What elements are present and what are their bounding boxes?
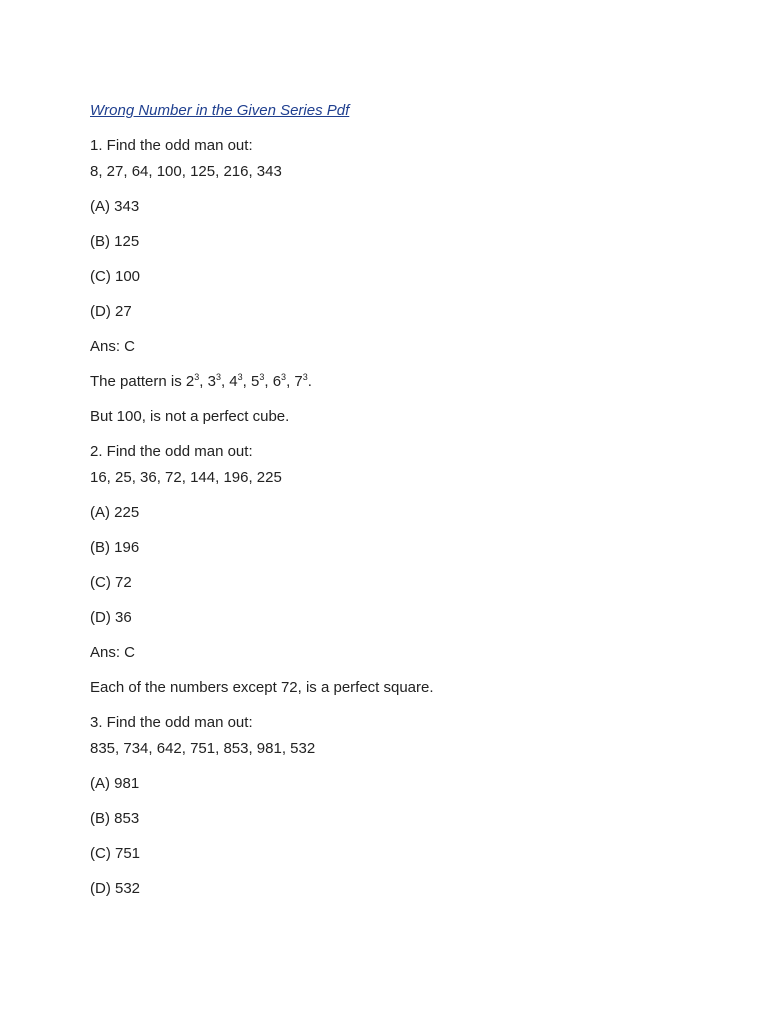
q1-answer: Ans: C [90,338,136,355]
q2-series: 16, 25, 36, 72, 144, 196, 225 [90,469,282,486]
q1-explanation-suffix: . [307,373,312,390]
q2-explanation: Each of the numbers except 72, is a perfect square. [90,679,434,696]
separator: , [199,373,208,390]
separator: , [220,373,230,390]
separator: , [286,373,295,390]
exponent: 3 [194,372,200,382]
q2-question: 2. Find the odd man out: [90,443,253,460]
exponent: 3 [302,372,308,382]
q2-answer: Ans: C [90,644,136,661]
base-2: 4 [229,373,238,390]
separator: , [264,373,273,390]
q1-option-d: (D) 27 [90,303,132,320]
q3-option-c: (C) 751 [90,845,141,862]
q1-question: 1. Find the odd man out: [90,137,253,154]
q2-option-a: (A) 225 [90,504,140,521]
q3-option-d: (D) 532 [90,880,141,897]
document-page [90,98,730,902]
exponent: 3 [259,372,265,382]
q2-option-d: (D) 36 [90,609,132,626]
base-0: 2 [185,373,195,390]
base-4: 6 [272,373,282,390]
q1-explanation-prefix: The pattern is [90,373,186,390]
q3-option-a: (A) 981 [90,775,140,792]
q2-option-c: (C) 72 [90,574,132,591]
base-1: 3 [207,373,216,390]
q1-series: 8, 27, 64, 100, 125, 216, 343 [90,163,282,180]
exponent: 3 [281,372,287,382]
q1-option-a: (A) 343 [90,198,140,215]
separator: , [242,373,251,390]
q3-question: 3. Find the odd man out: [90,714,253,731]
q3-option-b: (B) 853 [90,810,140,827]
base-3: 5 [251,373,260,390]
exponent: 3 [237,372,243,382]
q1-note: But 100, is not a perfect cube. [90,408,290,425]
q1-option-b: (B) 125 [90,233,140,250]
q1-option-c: (C) 100 [90,268,141,285]
q2-option-b: (B) 196 [90,539,140,556]
q1-explanation [90,369,730,395]
exponent: 3 [215,372,221,382]
document-title-link[interactable]: Wrong Number in the Given Series Pdf [90,102,350,119]
base-5: 7 [294,373,303,390]
q3-series: 835, 734, 642, 751, 853, 981, 532 [90,740,316,757]
